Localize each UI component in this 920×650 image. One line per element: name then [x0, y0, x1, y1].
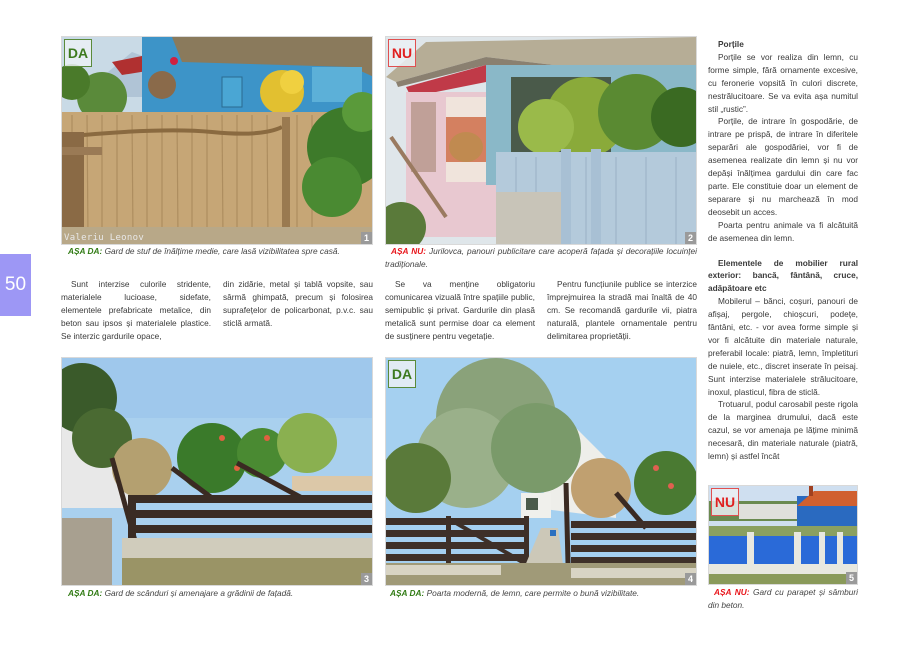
paragraph: Porțile, de intrare în gospodărie, de intrare pe prispă, de intrare în diferitele separări ale gospodăriei, vor fi de asemenea realizate din lemn și nu vor depăși înălțimea gardului din care fac parte. Ele constituie doar un element de separare și nu marchează în mod deosebit un acces.	[708, 116, 858, 217]
caption-text: Gard de stuf de înălțime medie, care lasă vizibilitatea spre casă.	[102, 246, 340, 256]
da-badge: DA	[388, 360, 416, 388]
page-number-tab	[0, 254, 31, 316]
photo-3-caption	[68, 587, 378, 600]
photo-2-scene	[386, 37, 696, 244]
paragraph: Mobilerul – bănci, coșuri, panouri de afișaj, pergole, chioșcuri, podețe, fântâni, etc. - vor avea forme simple și vor fi alcătuite din materiale naturale, preferabil locale: piatră, lemn, împletituri de nuiele, etc., discret inserate în peisaj. Sunt interzise materialele strălucitoare, inoxul, plasticul, fibra de sticlă.	[708, 296, 858, 397]
caption-text: Gard cu parapet și sâmburi din beton.	[708, 587, 859, 610]
paragraph: din zidărie, metal și tablă vopsite, sau sârmă ghimpată, precum și folosirea suprafețelor de policarbonat, p.v.c. sau sticlă armată.	[223, 279, 373, 328]
caption-label: AȘA DA:	[68, 588, 103, 598]
caption-label: AȘA DA:	[68, 246, 103, 256]
caption-text: Poarta modernă, de lemn, care permite o bună vizibilitate.	[424, 588, 640, 598]
photo-number: 2	[685, 232, 696, 244]
nu-badge: NU	[388, 39, 416, 67]
photo-3-scene	[62, 358, 372, 585]
paragraph: Sunt interzise culorile stridente, materialele lucioase, sidefate, elementele prefabricate metalice, din beton sau ipsos și materialele plastice. Se interzic gardurile opace,	[61, 279, 211, 341]
photo-4-caption	[390, 587, 700, 600]
body-text-col-1	[61, 278, 211, 343]
caption-label: AȘA NU:	[391, 246, 426, 256]
photo-number: 1	[361, 232, 372, 244]
section-heading-furniture: Elementele de mobilier rural exterior: bancă, fântână, cruce, adăpătoare etc	[708, 257, 858, 294]
photo-number: 4	[685, 573, 696, 585]
caption-text: Jurilovca, panouri publicitare care acoperă fațada și decorațiile locuinței tradiționale.	[385, 246, 697, 269]
photo-1-reed-fence	[61, 36, 373, 245]
paragraph: Se va menține obligatoriu comunicarea vizuală între spațiile public, semipublic și privat. Gardurile din plasă metalică sunt permise doar ca element de susținere pentru vegetație.	[385, 279, 535, 341]
photo-3-plank-fence	[61, 357, 373, 586]
nu-badge: NU	[711, 488, 739, 516]
photo-5-caption	[708, 586, 858, 612]
da-badge: DA	[64, 39, 92, 67]
photo-2-caption	[385, 245, 697, 271]
caption-label: AȘA DA:	[390, 588, 425, 598]
sidebar-text	[708, 38, 858, 463]
paragraph: Porțile se vor realiza din lemn, cu forme simple, fără ornamente excesive, cu feronerie vopsită în culori discrete, nestrălucitoare. Se va evita așa numitul stil „rustic”.	[708, 51, 858, 114]
page-number: 50	[4, 274, 27, 295]
paragraph: Pentru funcțiunile publice se interzice împrejmuirea la stradă mai înaltă de 40 cm. Se recomandă gardurile vii, piatra naturală, plantele ornamentale pentru delimitarea proprietății.	[547, 279, 697, 341]
photo-4-wooden-gate	[385, 357, 697, 586]
body-text-col-2	[223, 278, 373, 330]
photo-number: 3	[361, 573, 372, 585]
paragraph: Trotuarul, podul carosabil peste rigola de la marginea drumului, dacă este cazul, se vor amenaja pe lățime minimă necesară, din materiale naturale (piatră, lemn) și astfel încât	[708, 399, 858, 462]
section-heading-gates: Porțile	[718, 39, 744, 49]
photo-4-scene	[386, 358, 696, 585]
caption-text: Gard de scânduri și amenajare a grădinii de fațadă.	[102, 588, 294, 598]
photo-5-blue-fence	[708, 485, 858, 585]
photo-number: 5	[846, 572, 857, 584]
paragraph: Poarta pentru animale va fi alcătuită de asemenea din lemn.	[708, 219, 858, 243]
photo-1-caption	[68, 245, 378, 258]
photo-credit: Valeriu Leonov	[64, 233, 145, 243]
body-text-col-3	[385, 278, 535, 343]
body-text-col-4	[547, 278, 697, 343]
caption-label: AȘA NU:	[714, 587, 750, 597]
photo-2-advertising-panels	[385, 36, 697, 245]
photo-1-scene	[62, 37, 372, 244]
